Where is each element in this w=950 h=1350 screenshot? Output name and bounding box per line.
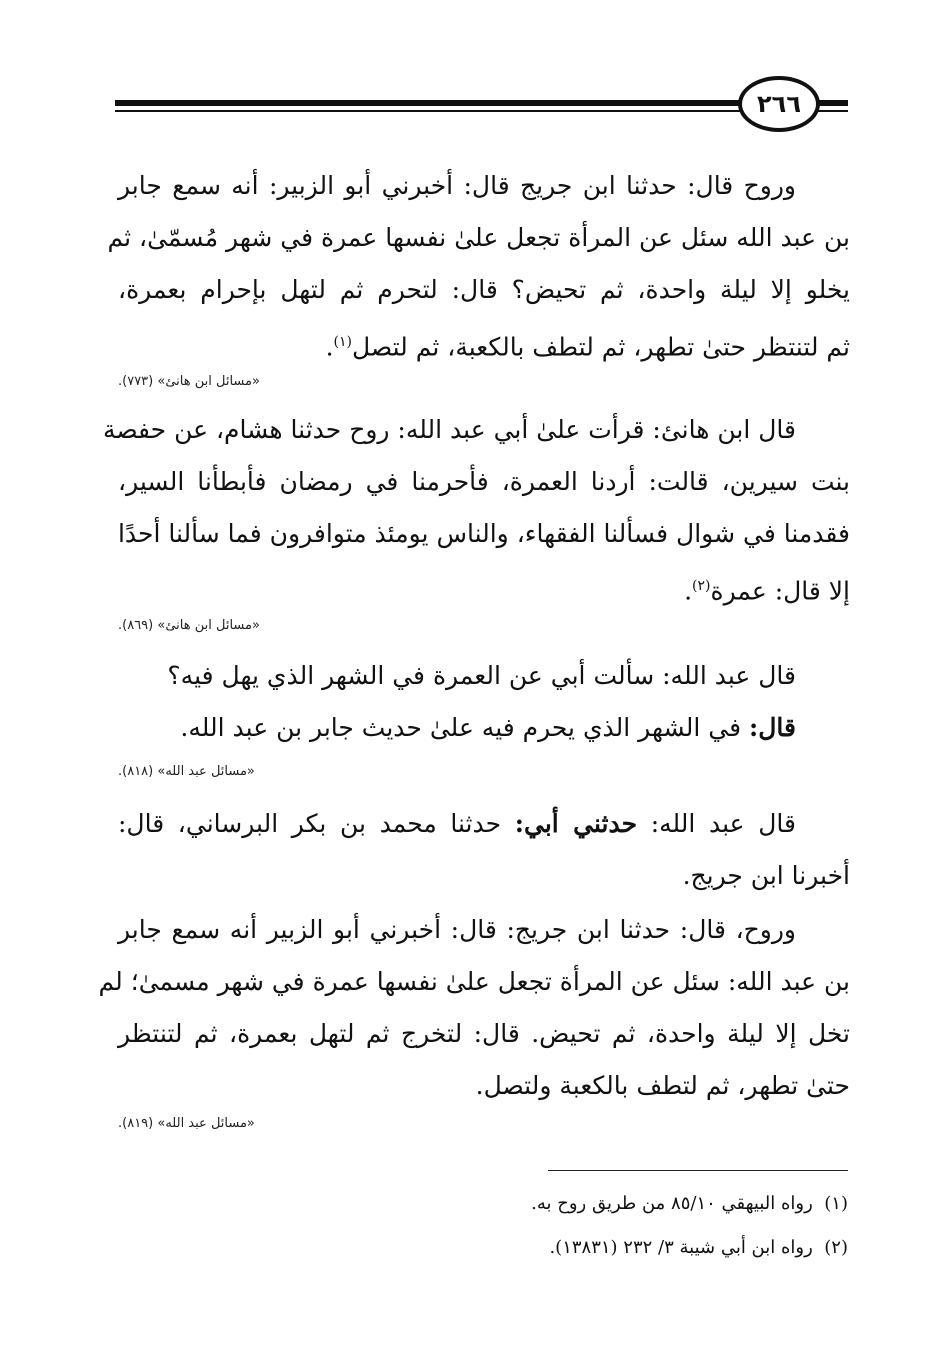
text-line: تخل إلا ليلة واحدة، ثم تحيض. قال: لتخرج ثم لتهل بعمرة، ثم لتنتظر [118,1019,850,1048]
paragraph-1 [107,160,850,373]
paragraph-2 [102,404,850,617]
bold-label: قال: [749,713,796,742]
text-line [118,316,850,373]
paragraph-5 [98,904,850,1112]
source-citation: «مسائل عبد الله» (٨١٨). [118,764,255,779]
text-line: حتىٰ تطهر، ثم لتطف بالكعبة ولتصل. [475,1071,850,1100]
text-line: بن عبد الله: سئل عن المرأة تجعل علىٰ نفسها عمرة في شهر مسمىٰ؛ لم [98,967,850,996]
header-rule-thin [115,110,745,112]
source-citation: «مسائل ابن هانئ» (٨٦٩). [118,618,260,633]
footnote-1 [400,1190,848,1218]
footnote-number: (١) [824,1193,848,1214]
footnote-ref: (١) [333,334,352,350]
text-line: فقدمنا في شوال فسألنا الفقهاء، والناس يومئذ متوافرون فما سألنا أحدًا [117,519,850,548]
source-citation: «مسائل ابن هانئ» (٧٧٣). [118,374,260,389]
footnote-number: (٢) [824,1237,848,1258]
source-citation: «مسائل عبد الله» (٨١٩). [118,1116,255,1131]
paragraph-4 [118,798,850,902]
text-segment: في الشهر الذي يحرم فيه علىٰ حديث جابر بن عبد الله. [180,713,750,742]
text-line: وروح قال: حدثنا ابن جريج قال: أخبرني أبو الزبير: أنه سمع جابر [118,171,796,200]
footnote-text: رواه البيهقي ٨٥/١٠ من طريق روح به. [531,1193,813,1214]
paragraph-3 [118,650,850,754]
text-line: أخبرنا ابن جريج. [682,861,850,890]
text-line: قال ابن هانئ: قرأت علىٰ أبي عبد الله: روح حدثنا هشام، عن حفصة [102,415,796,444]
text-segment: ثم لتنتظر حتىٰ تطهر، ثم لتطف بالكعبة، ثم لتصل [352,332,850,362]
text-line [118,560,850,617]
bold-label: حدثني أبي: [514,809,638,838]
text-line [118,702,850,754]
text-segment: قال عبد الله: [637,809,796,838]
text-segment: . [684,576,693,606]
page-number: ٢٦٦ [738,76,820,132]
text-line: بنت سيرين، قالت: أردنا العمرة، فأحرمنا في رمضان فأبطأنا السير، [118,467,850,496]
text-line: وروح، قال: حدثنا ابن جريج: قال: أخبرني أبو الزبير أنه سمع جابر [118,915,796,944]
footnote-2 [400,1234,848,1262]
header-rule-stub-thin [818,110,848,112]
footnote-text: رواه ابن أبي شيبة ٣/ ٢٣٢ (١٣٨٣١). [549,1237,813,1258]
text-segment: إلا قال: عمرة [710,576,850,606]
header-rule-thick [115,100,745,106]
text-segment: . [325,332,334,362]
header-rule-stub-thick [818,100,848,106]
text-line: قال عبد الله: سألت أبي عن العمرة في الشهر الذي يهل فيه؟ [167,661,796,690]
text-line: يخلو إلا ليلة واحدة، ثم تحيض؟ قال: لتحرم ثم لتهل بإحرام بعمرة، [118,275,850,304]
text-segment: حدثنا محمد بن بكر البرساني، قال: [118,809,515,838]
text-line [118,798,850,850]
text-line: بن عبد الله سئل عن المرأة تجعل علىٰ نفسها عمرة في شهر مُسمّىٰ، ثم [107,223,850,252]
footnote-ref: (٢) [692,578,711,594]
footnote-separator [548,1170,848,1171]
